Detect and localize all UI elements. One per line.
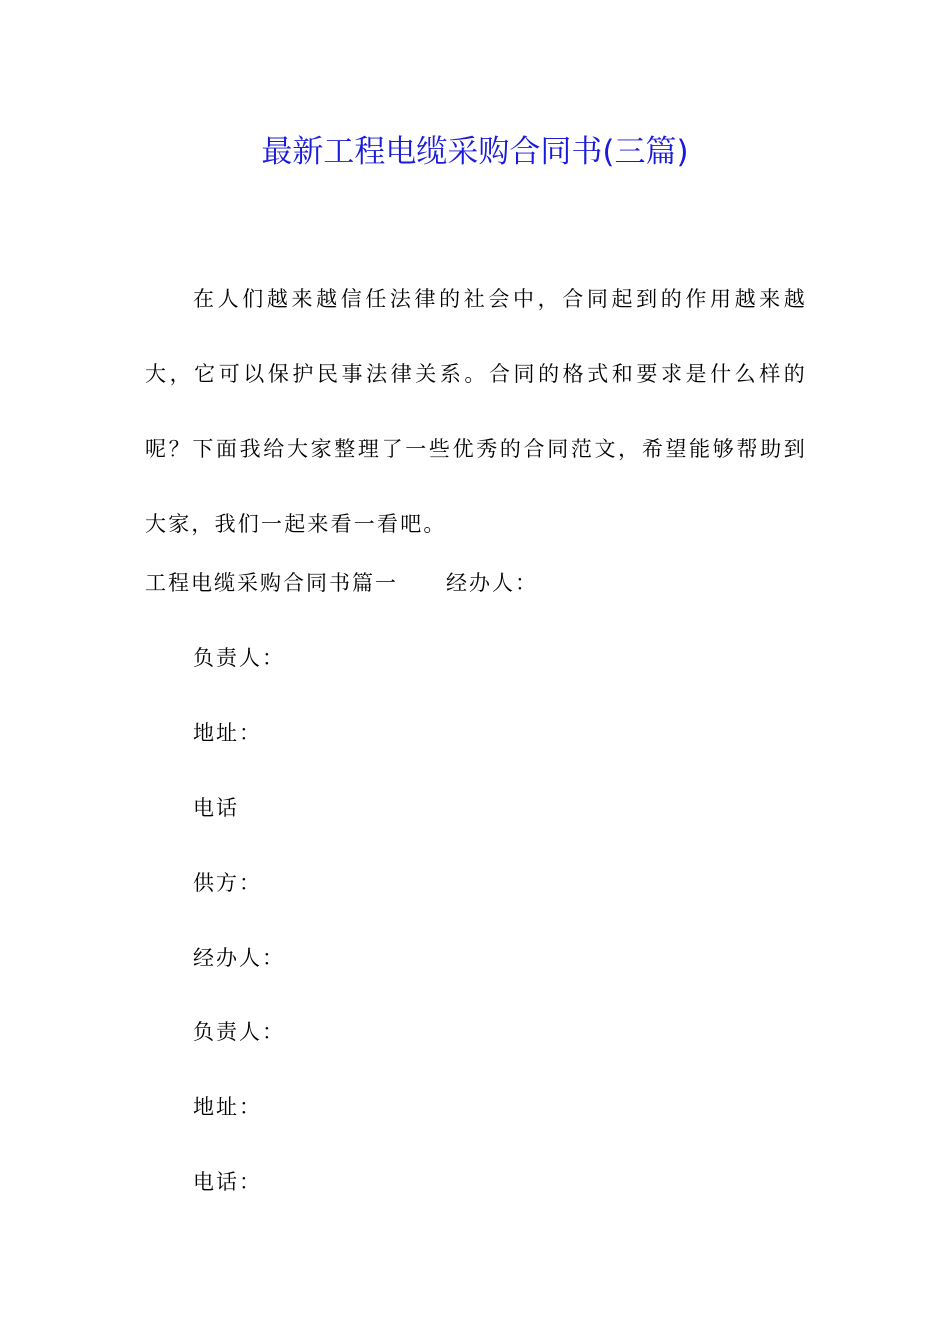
section-heading-line — [145, 563, 538, 603]
field-supplier: 供方： — [193, 871, 262, 895]
intro-paragraph: 在人们越来越信任法律的社会中，合同起到的作用越来越大，它可以保护民事法律关系。合同的格式和要求是什么样的呢？下面我给大家整理了一些优秀的合同范文，希望能够帮助到大家，我们一起来看一看吧。 — [145, 287, 807, 536]
section-first-field: 经办人： — [446, 571, 538, 595]
field-responsible-person: 负责人： — [193, 646, 285, 670]
document-title: 最新工程电缆采购合同书(三篇) — [261, 134, 689, 170]
field-phone-2: 电话： — [193, 1170, 262, 1194]
field-address-2: 地址： — [193, 1095, 262, 1119]
section-heading: 工程电缆采购合同书篇一 — [145, 571, 398, 595]
field-handler: 经办人： — [193, 946, 285, 970]
field-phone: 电话 — [193, 796, 239, 820]
field-address: 地址： — [193, 721, 262, 745]
field-responsible-person-2: 负责人： — [193, 1020, 285, 1044]
